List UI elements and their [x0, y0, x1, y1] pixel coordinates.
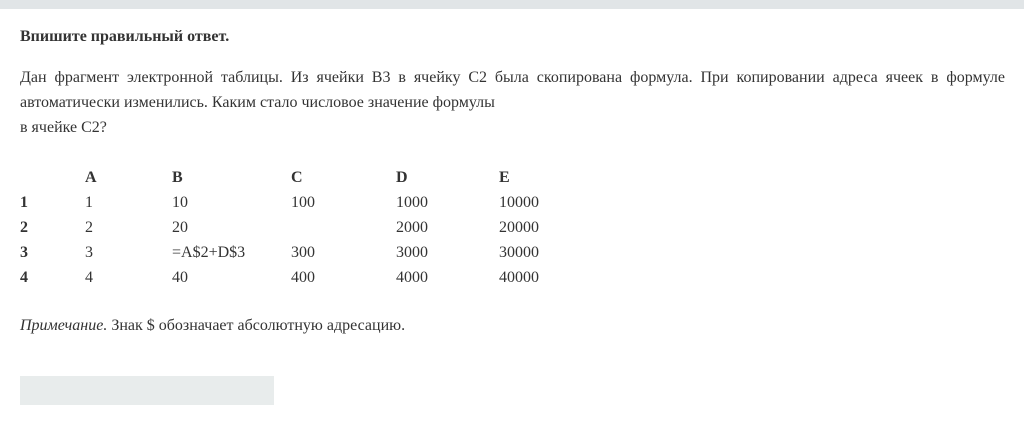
corner-cell	[20, 165, 85, 190]
table-cell: 2000	[396, 218, 428, 236]
task-title: Впишите правильный ответ.	[20, 28, 230, 45]
spreadsheet-fragment	[20, 165, 579, 290]
table-row	[20, 265, 579, 290]
note-text: Знак $ обозначает абсолютную адресацию.	[107, 317, 406, 334]
question-line: в ячейке C2?	[20, 119, 107, 136]
table-cell	[291, 215, 396, 240]
table-cell: 40000	[499, 268, 539, 286]
table-cell: 20000	[499, 218, 539, 236]
table-cell: 4000	[396, 268, 428, 286]
column-header: C	[291, 168, 303, 186]
table-header-row	[20, 165, 579, 190]
row-header: 4	[20, 268, 28, 286]
table-row	[20, 215, 579, 240]
row-header: 3	[20, 243, 28, 261]
table-cell: 3000	[396, 243, 428, 261]
question-text	[20, 65, 1005, 140]
answer-input[interactable]	[20, 376, 274, 405]
row-header: 2	[20, 218, 28, 236]
table-cell: 40	[172, 268, 188, 286]
table-cell: 1000	[396, 193, 428, 211]
table-cell: 100	[291, 193, 315, 211]
table-cell: 4	[85, 268, 93, 286]
table-row	[20, 190, 579, 215]
table-cell: 300	[291, 243, 315, 261]
question-line: Дан фрагмент электронной таблицы. Из ячейки B3 в ячейку C2 была скопирована формула. При копировании адреса ячеек в формуле автоматически изменились. Каким стало числовое значение формулы	[20, 69, 1005, 111]
table-cell: 2	[85, 218, 93, 236]
table-cell: =A$2+D$3	[172, 243, 246, 261]
column-header: D	[396, 168, 408, 186]
row-header: 1	[20, 193, 28, 211]
table-cell: 1	[85, 193, 93, 211]
top-bar	[0, 0, 1024, 9]
column-header: B	[172, 168, 183, 186]
column-header: E	[499, 168, 510, 186]
table-cell: 30000	[499, 243, 539, 261]
table-cell: 3	[85, 243, 93, 261]
table-cell: 10000	[499, 193, 539, 211]
table-cell: 10	[172, 193, 188, 211]
note-label: Примечание.	[20, 317, 108, 334]
table-cell: 400	[291, 268, 315, 286]
note	[20, 317, 405, 335]
column-header: A	[85, 168, 97, 186]
table-row	[20, 240, 579, 265]
table-cell: 20	[172, 218, 188, 236]
